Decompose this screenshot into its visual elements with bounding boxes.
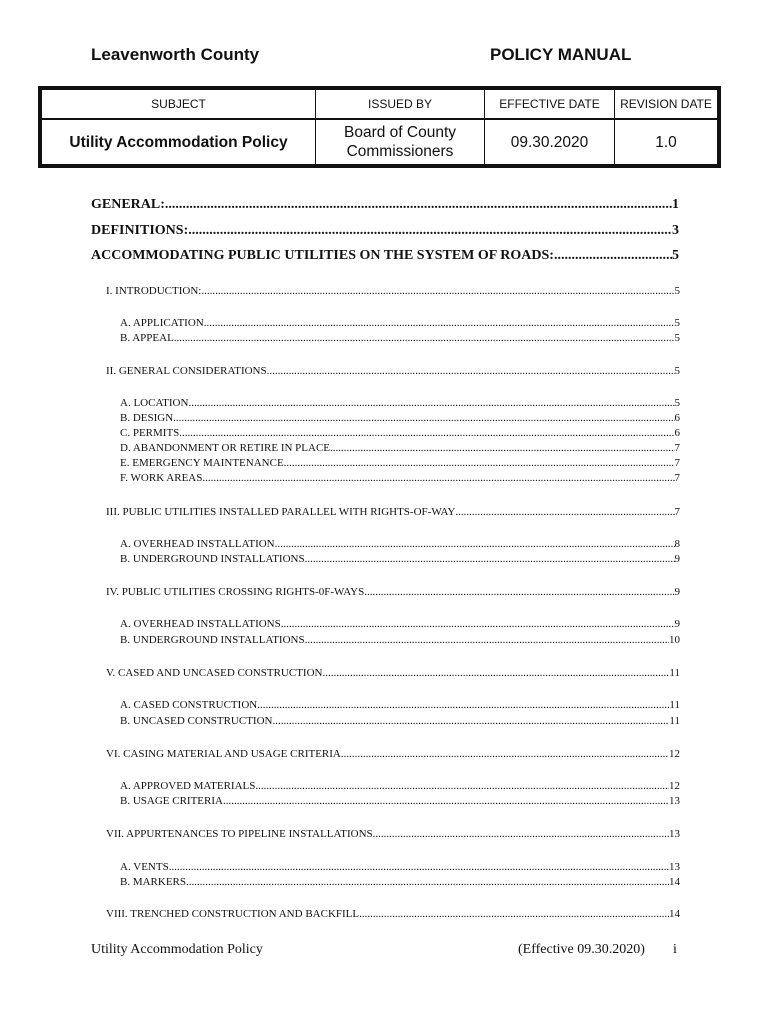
toc-entry-page: 9 (674, 553, 680, 565)
toc-entry (120, 332, 680, 344)
toc-entry (120, 472, 680, 484)
toc-entry-label: A. LOCATION (120, 397, 189, 409)
issued-by-line2: Commissioners (346, 143, 454, 160)
toc-entry (120, 699, 680, 711)
toc-entry-label: B. USAGE CRITERIA (120, 795, 223, 807)
effective-date-value: 09.30.2020 (485, 120, 615, 164)
toc-entry-page: 10 (669, 634, 680, 646)
toc-leader-dots (201, 285, 674, 297)
toc-entry-label: DEFINITIONS: (91, 223, 189, 238)
issued-by-line1: Board of County (343, 124, 456, 141)
toc-entry-page: 13 (669, 795, 680, 807)
toc-leader-dots (186, 876, 669, 888)
toc-leader-dots (554, 248, 672, 264)
toc-entry-page: 13 (669, 861, 680, 873)
toc-entry-label: A. VENTS (120, 861, 169, 873)
toc-entry-page: 6 (674, 427, 680, 439)
toc-entry (120, 538, 680, 550)
toc-entry-label: B. UNDERGROUND INSTALLATIONS (120, 553, 305, 565)
toc-entry-label: B. DESIGN (120, 412, 174, 424)
toc-entry (106, 506, 680, 518)
toc-entry (120, 442, 680, 454)
toc-entry-page: 7 (674, 457, 680, 469)
toc-entry-label: III. PUBLIC UTILITIES INSTALLED PARALLEL WITH RIGHTS-OF-WAY (106, 506, 456, 518)
toc-leader-dots (267, 365, 675, 377)
toc-entry-label: A. OVERHEAD INSTALLATION (120, 538, 275, 550)
toc-entry (120, 317, 680, 329)
toc-leader-dots (188, 397, 674, 409)
manual-title: POLICY MANUAL (490, 45, 632, 64)
toc-entry-page: 9 (674, 586, 680, 598)
toc-entry (91, 197, 679, 213)
county-name: Leavenworth County (91, 45, 260, 64)
toc-entry-label: A. APPLICATION (120, 317, 204, 329)
toc-entry-label: D. ABANDONMENT OR RETIRE IN PLACE (120, 442, 331, 454)
toc-leader-dots (341, 748, 669, 760)
toc-entry-label: B. UNDERGROUND INSTALLATIONS (120, 634, 305, 646)
toc-entry-label: I. INTRODUCTION: (106, 285, 202, 297)
toc-entry-label: II. GENERAL CONSIDERATIONS (106, 365, 267, 377)
toc-entry-page: 3 (672, 223, 679, 238)
toc-entry-page: 12 (669, 780, 680, 792)
toc-entry-page: 5 (672, 248, 679, 263)
toc-entry-label: VIII. TRENCHED CONSTRUCTION AND BACKFILL (106, 908, 360, 920)
toc-entry-label: GENERAL: (91, 197, 165, 212)
toc-leader-dots (165, 197, 672, 213)
toc-entry-page: 6 (674, 412, 680, 424)
toc-leader-dots (373, 828, 669, 840)
footer-title: Utility Accommodation Policy (91, 942, 263, 957)
toc-entry-page: 5 (674, 397, 680, 409)
toc-entry (106, 285, 680, 297)
toc-leader-dots (223, 795, 669, 807)
toc-entry-page: 11 (669, 699, 680, 711)
toc-leader-dots (188, 223, 672, 239)
toc-entry (120, 412, 680, 424)
toc-entry-label: V. CASED AND UNCASED CONSTRUCTION (106, 667, 323, 679)
toc-entry-label: VII. APPURTENANCES TO PIPELINE INSTALLATIONS (106, 828, 373, 840)
toc-entry (106, 908, 680, 920)
toc-entry (106, 748, 680, 760)
toc-leader-dots (305, 634, 669, 646)
toc-entry-page: 9 (674, 618, 680, 630)
toc-entry (91, 223, 679, 239)
toc-entry (106, 828, 680, 840)
subject-header: SUBJECT (42, 90, 316, 118)
toc-entry (120, 715, 680, 727)
toc-leader-dots (204, 317, 675, 329)
toc-leader-dots (275, 538, 675, 550)
toc-entry (120, 553, 680, 565)
toc-entry-label: A. CASED CONSTRUCTION (120, 699, 258, 711)
footer-page-number: i (673, 942, 677, 957)
toc-entry (120, 397, 680, 409)
toc-leader-dots (273, 715, 670, 727)
toc-leader-dots (330, 442, 674, 454)
toc-entry-page: 11 (669, 667, 680, 679)
toc-entry-label: B. APPEAL (120, 332, 174, 344)
subject-value: Utility Accommodation Policy (42, 120, 316, 164)
toc-entry-label: C. PERMITS (120, 427, 180, 439)
toc-entry (120, 427, 680, 439)
issued-by-header: ISSUED BY (316, 90, 485, 118)
toc-entry-page: 5 (674, 285, 680, 297)
toc-entry-page: 7 (674, 506, 680, 518)
toc-entry-label: VI. CASING MATERIAL AND USAGE CRITERIA (106, 748, 341, 760)
toc-entry-label: ACCOMMODATING PUBLIC UTILITIES ON THE SYSTEM OF ROADS: (91, 248, 554, 263)
effective-date-header: EFFECTIVE DATE (485, 90, 615, 118)
toc-entry-page: 8 (674, 538, 680, 550)
toc-entry-label: B. UNCASED CONSTRUCTION (120, 715, 273, 727)
toc-entry-page: 1 (672, 197, 679, 212)
toc-entry-page: 13 (669, 828, 680, 840)
toc-entry-page: 5 (674, 365, 680, 377)
toc-entry (106, 365, 680, 377)
toc-entry-page: 12 (669, 748, 680, 760)
toc-entry-label: IV. PUBLIC UTILITIES CROSSING RIGHTS-0F-WAYS (106, 586, 365, 598)
toc-entry (91, 248, 679, 264)
toc-entry (120, 634, 680, 646)
toc-entry-label: A. APPROVED MATERIALS (120, 780, 256, 792)
toc-entry (106, 667, 680, 679)
toc-entry-page: 5 (674, 332, 680, 344)
toc-leader-dots (359, 908, 669, 920)
toc-entry-page: 11 (669, 715, 680, 727)
toc-entry-page: 7 (674, 442, 680, 454)
toc-leader-dots (179, 427, 674, 439)
toc-leader-dots (173, 412, 674, 424)
toc-entry (106, 586, 680, 598)
footer-effective: (Effective 09.30.2020) (518, 942, 645, 957)
toc-leader-dots (257, 699, 669, 711)
toc-entry-page: 14 (669, 876, 680, 888)
toc-entry (120, 876, 680, 888)
toc-entry-label: B. MARKERS (120, 876, 187, 888)
toc-entry (120, 861, 680, 873)
toc-entry (120, 457, 680, 469)
toc-leader-dots (202, 472, 674, 484)
toc-leader-dots (455, 506, 674, 518)
toc-leader-dots (255, 780, 669, 792)
toc-entry-label: F. WORK AREAS (120, 472, 203, 484)
toc-leader-dots (174, 332, 675, 344)
toc-entry-label: A. OVERHEAD INSTALLATIONS (120, 618, 281, 630)
revision-date-header: REVISION DATE (620, 97, 712, 111)
toc-entry-label: E. EMERGENCY MAINTENANCE (120, 457, 284, 469)
toc-leader-dots (281, 618, 675, 630)
toc-leader-dots (169, 861, 669, 873)
toc-leader-dots (364, 586, 674, 598)
toc-leader-dots (305, 553, 675, 565)
toc-entry-page: 5 (674, 317, 680, 329)
toc-entry-page: 14 (669, 908, 680, 920)
revision-date-value: 1.0 (655, 133, 677, 151)
toc-leader-dots (322, 667, 669, 679)
toc-entry-page: 7 (674, 472, 680, 484)
toc-leader-dots (284, 457, 675, 469)
toc-entry (120, 795, 680, 807)
toc-entry (120, 780, 680, 792)
toc-entry (120, 618, 680, 630)
